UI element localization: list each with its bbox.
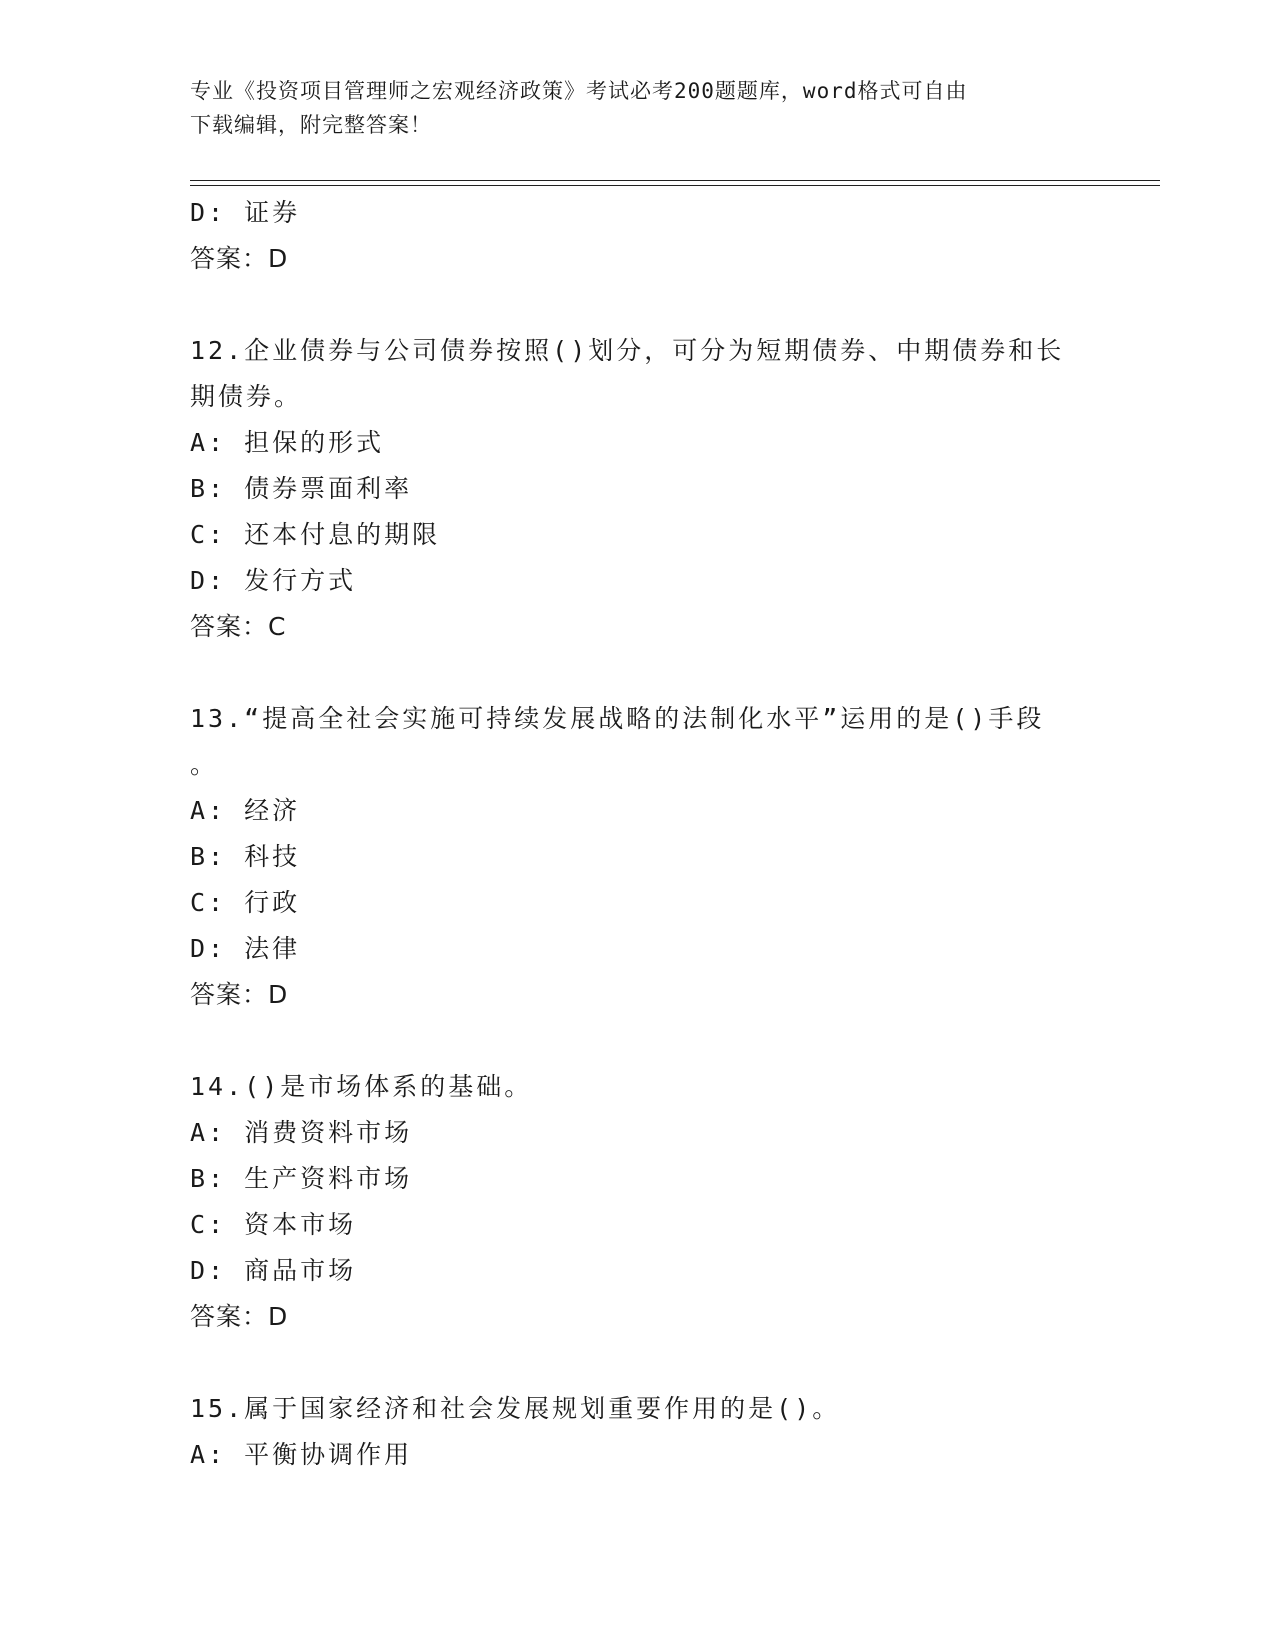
option-b: B: 债券票面利率 xyxy=(190,474,413,503)
answer-line: 答案：D xyxy=(190,980,289,1009)
option-d: D: 发行方式 xyxy=(190,566,357,595)
option-a: A: 担保的形式 xyxy=(190,428,385,457)
question-stem: 12.企业债券与公司债券按照()划分，可分为短期债券、中期债券和长 xyxy=(190,336,1065,365)
header-divider-top xyxy=(190,180,1160,181)
spacer xyxy=(190,282,1090,328)
header-line-2: 下载编辑，附完整答案！ xyxy=(190,113,432,137)
option-a: A: 经济 xyxy=(190,796,301,825)
question-stem: 13.“提高全社会实施可持续发展战略的法制化水平”运用的是()手段 xyxy=(190,704,1045,733)
option-d: D: 法律 xyxy=(190,934,301,963)
question-list xyxy=(190,190,1090,1478)
option-a: A: 消费资料市场 xyxy=(190,1118,413,1147)
answer-line: 答案：C xyxy=(190,612,287,641)
option-d: D: 证券 xyxy=(190,198,301,227)
spacer xyxy=(190,650,1090,696)
option-c: C: 行政 xyxy=(190,888,301,917)
spacer xyxy=(190,1340,1090,1386)
option-b: B: 科技 xyxy=(190,842,301,871)
question-stem-cont: 期债券。 xyxy=(190,382,303,411)
question-stem: 15.属于国家经济和社会发展规划重要作用的是()。 xyxy=(190,1394,841,1423)
option-d: D: 商品市场 xyxy=(190,1256,357,1285)
option-c: C: 资本市场 xyxy=(190,1210,357,1239)
header-divider-bottom xyxy=(190,185,1160,186)
header-line-1: 专业《投资项目管理师之宏观经济政策》考试必考200题题库，word格式可自由 xyxy=(190,79,968,103)
option-c: C: 还本付息的期限 xyxy=(190,520,441,549)
answer-line: 答案：D xyxy=(190,244,289,273)
answer-line: 答案：D xyxy=(190,1302,289,1331)
option-b: B: 生产资料市场 xyxy=(190,1164,413,1193)
page-header xyxy=(190,74,1090,142)
spacer xyxy=(190,1018,1090,1064)
question-stem-cont: 。 xyxy=(190,750,219,779)
option-a: A: 平衡协调作用 xyxy=(190,1440,413,1469)
question-stem: 14.()是市场体系的基础。 xyxy=(190,1072,533,1101)
